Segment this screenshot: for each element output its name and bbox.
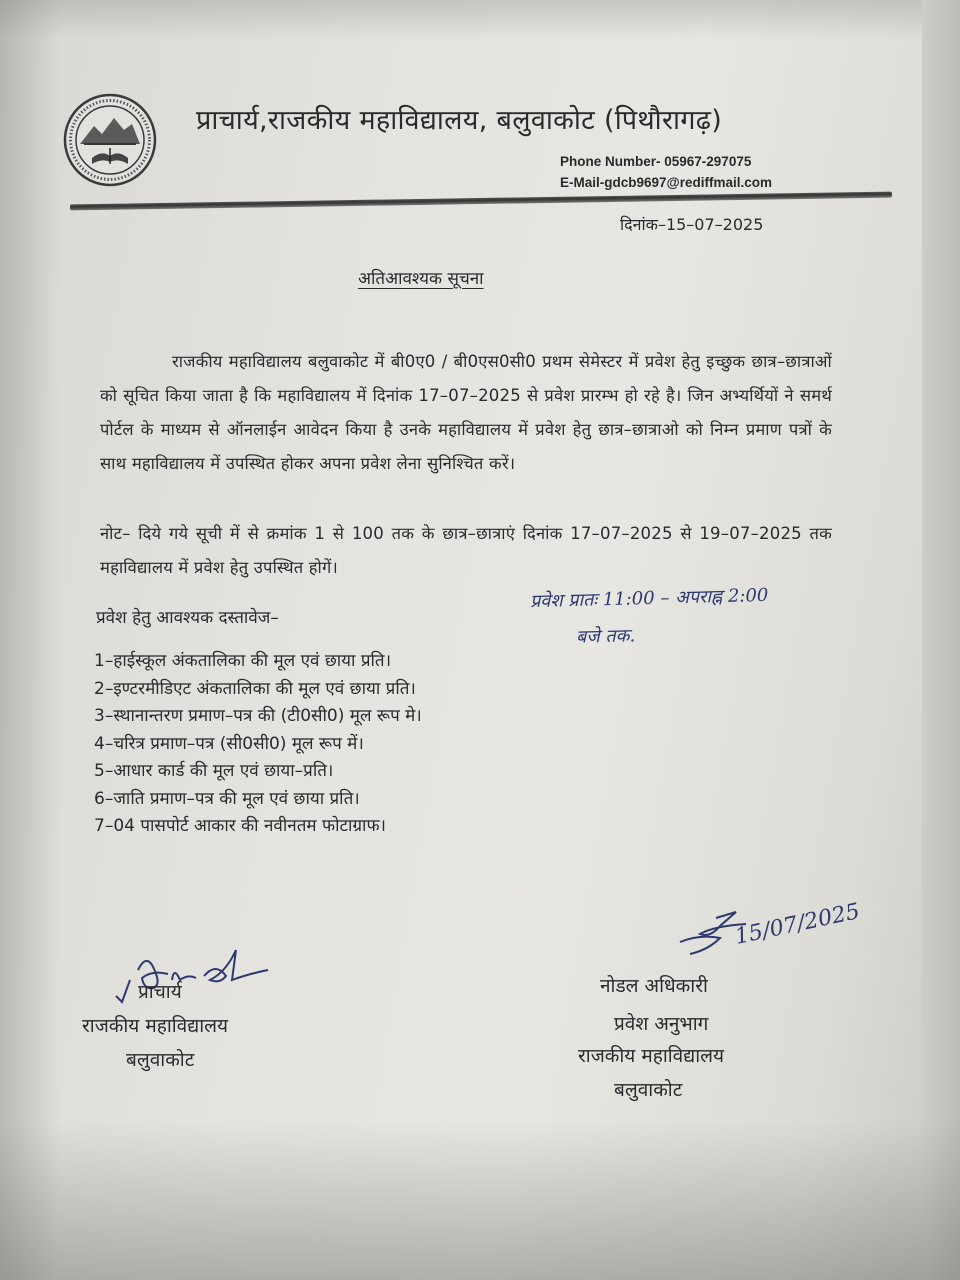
phone-number: Phone Number- 05967-297075 [560,154,752,169]
bottom-shadow [0,1120,960,1280]
principal-designation: प्राचार्य [138,981,182,1003]
list-item: 7–04 पासपोर्ट आकार की नवीनतम फोटाग्राफ। [94,816,386,836]
list-item: 4–चरित्र प्रमाण–पत्र (सी0सी0) मूल रूप में। [94,733,364,754]
list-item: 5–आधार कार्ड की मूल एवं छाया–प्रति। [94,761,334,781]
top-shadow [0,0,960,40]
notice-subject: अतिआवश्यक सूचना [358,269,484,289]
list-item: 1–हाईस्कूल अंकतालिका की मूल एवं छाया प्रति। [94,651,392,671]
email-address: E-Mail-gdcb9697@rediffmail.com [560,175,772,190]
principal-place: बलुवाकोट [126,1049,195,1071]
page-edge [922,0,960,1280]
principal-signature [108,940,288,1010]
principal-office: राजकीय महाविद्यालय [82,1015,229,1037]
notice-note: नोट– दिये गये सूची में से क्रमांक 1 से 100 तक के छात्र–छात्राएं दिनांक 17–07–2025 से 19–07–2025 तक महाविद्यालय में प्रवेश हेतु उपस्थित होगें। [100,524,832,577]
nodal-officer-designation: नोडल अधिकारी [600,975,708,997]
admission-section: प्रवेश अनुभाग [614,1013,709,1035]
documents-heading: प्रवेश हेतु आवश्यक दस्तावेज– [96,608,279,628]
nodal-officer-signed-date: 15/07/2025 [732,899,863,950]
nodal-officer-office: राजकीय महाविद्यालय [578,1045,725,1067]
notice-date: दिनांक–15–07–2025 [620,215,764,234]
list-item: 2–इण्टरमीडिएट अंकतालिका की मूल एवं छाया प्रति। [94,678,416,699]
college-header-title: प्राचार्य,राजकीय महाविद्यालय, बलुवाकोट (पिथौरागढ़) [196,105,723,136]
list-item: 6–जाति प्रमाण–पत्र की मूल एवं छाया प्रति। [94,788,360,809]
list-item: 3–स्थानान्तरण प्रमाण–पत्र की (टी0सी0) मूल रूप मे। [94,706,422,726]
handwritten-timing-line-1: प्रवेश प्रातः 11:00 – अपराह्न 2:00 [529,584,769,613]
left-shadow [0,0,60,1280]
notice-paragraph: राजकीय महाविद्यालय बलुवाकोट में बी0ए0 / बी0एस0सी0 प्रथम सेमेस्टर में प्रवेश हेतु इच्छुक छात्र–छात्राओं को सूचित किया जाता है कि महाविद्यालय में दिनांक 17–07–2025 से प्रवेश प्रारम्भ हो रहे है। जिन अभ्यर्थियों ने समर्थ पोर्टल के माध्यम से ऑनलाईन आवेदन किया है उनके महाविद्यालय में प्रवेश हेतु छात्र–छात्राओ को निम्न प्रमाण पत्रों के साथ महाविद्यालय में उपस्थित होकर अपना प्रवेश लेना सुनिश्चित करें। [100,352,832,473]
documents-list [94,648,422,841]
nodal-officer-place: बलुवाकोट [614,1079,683,1101]
handwritten-timing-line-2: बजे तक. [575,625,636,648]
college-seal-logo [62,92,158,188]
header-divider [70,192,892,211]
